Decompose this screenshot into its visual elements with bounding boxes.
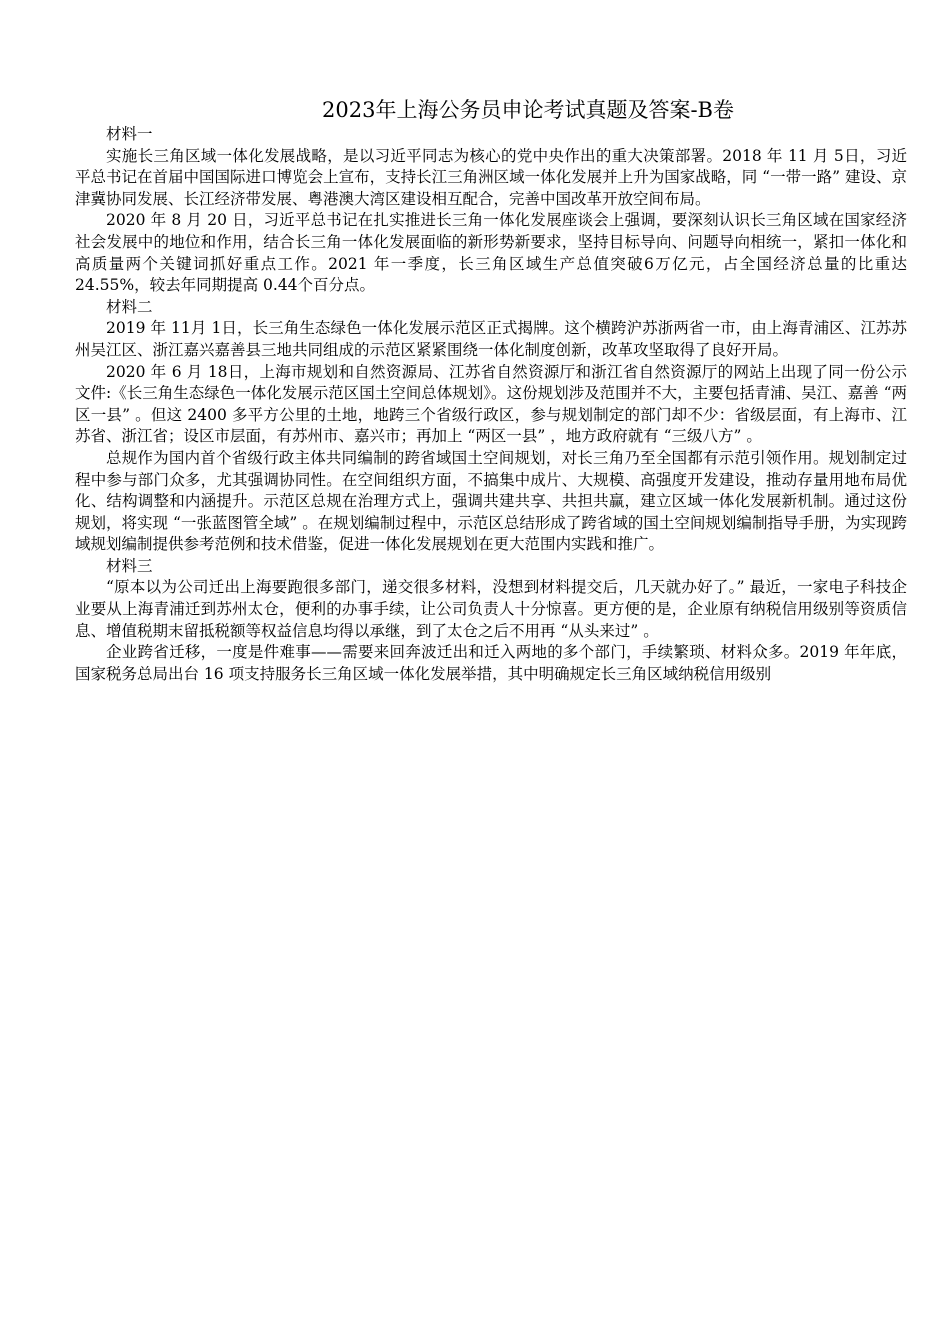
document-body bbox=[75, 124, 907, 685]
paragraph: 2020 年 8 月 20 日，习近平总书记在扎实推进长三角一体化发展座谈会上强调，要深刻认识长三角区域在国家经济社会发展中的地位和作用，结合长三角一体化发展面临的新形势新要求，坚持目标导向、问题导向相统一，紧扣一体化和高质量两个关键词抓好重点工作。2021 年一季度，长三角区域生产总值突破6万亿元，占全国经济总量的比重达 24.55%，较去年同期提高 0.44个百分点。 bbox=[75, 211, 907, 295]
section-heading: 材料一 bbox=[106, 125, 153, 143]
section-heading: 材料三 bbox=[106, 556, 153, 575]
paragraph: 2020 年 6 月 18日，上海市规划和自然资源局、江苏省自然资源厅和浙江省自然资源厅的网站上出现了同一份公示文件:《长三角生态绿色一体化发展示范区国土空间总体规划》。这份规划涉及范围并不大，主要包括青浦、吴江、嘉善 “两区一县” 。但这 2400 多平方公里的土地，地跨三个省级行政区，参与规划制定的部门却不少：省级层面，有上海市、江苏省、浙江省；设区市层面，有苏州市、嘉兴市；再加上 “两区一县” ，地方政府就有 “三级八方” 。 bbox=[75, 362, 907, 446]
paragraph: 实施长三角区域一体化发展战略，是以习近平同志为核心的党中央作出的重大决策部署。2018 年 11 月 5日，习近平总书记在首届中国国际进口博览会上宣布，支持长江三角洲区域一体化发展并上升为国家战略，同 “一带一路” 建设、京津冀协同发展、长江经济带发展、粤港澳大湾区建设相互配合，完善中国改革开放空间布局。 bbox=[75, 146, 907, 208]
paragraph: 企业跨省迁移，一度是件难事——需要来回奔波迁出和迁入两地的多个部门，手续繁琐、材料众多。2019 年年底，国家税务总局出台 16 项支持服务长三角区域一体化发展举措，其中明确规定长三角区域纳税信用级别 bbox=[75, 643, 907, 683]
section-heading: 材料二 bbox=[106, 297, 153, 316]
paragraph: 总规作为国内首个省级行政主体共同编制的跨省域国土空间规划，对长三角乃至全国都有示范引领作用。规划制定过程中参与部门众多，尤其强调协同性。在空间组织方面，不搞集中成片、大规模、高强度开发建设，推动存量用地布局优化、结构调整和内涵提升。示范区总规在治理方式上，强调共建共享、共担共赢，建立区域一体化发展新机制。通过这份规划，将实现 “一张蓝图管全域” 。在规划编制过程中，示范区总结形成了跨省域的国土空间规划编制指导手册，为实现跨域规划编制提供参考范例和技术借鉴，促进一体化发展规划在更大范围内实践和推广。 bbox=[75, 448, 907, 554]
document-title: 2023年上海公务员申论考试真题及答案-B卷 bbox=[322, 98, 734, 122]
paragraph: 2019 年 11月 1日，长三角生态绿色一体化发展示范区正式揭牌。这个横跨沪苏浙两省一市，由上海青浦区、江苏苏州吴江区、浙江嘉兴嘉善县三地共同组成的示范区紧紧围绕一体化制度创新，改革攻坚取得了良好开局。 bbox=[75, 319, 907, 359]
paragraph: “原本以为公司迁出上海要跑很多部门，递交很多材料，没想到材料提交后，几天就办好了。” 最近，一家电子科技企业要从上海青浦迁到苏州太仓，便利的办事手续，让公司负责人十分惊喜。更方便的是，企业原有纳税信用级别等资质信息、增值税期末留抵税额等权益信息均得以承继，到了太仓之后不用再 “从头来过” 。 bbox=[75, 578, 907, 640]
